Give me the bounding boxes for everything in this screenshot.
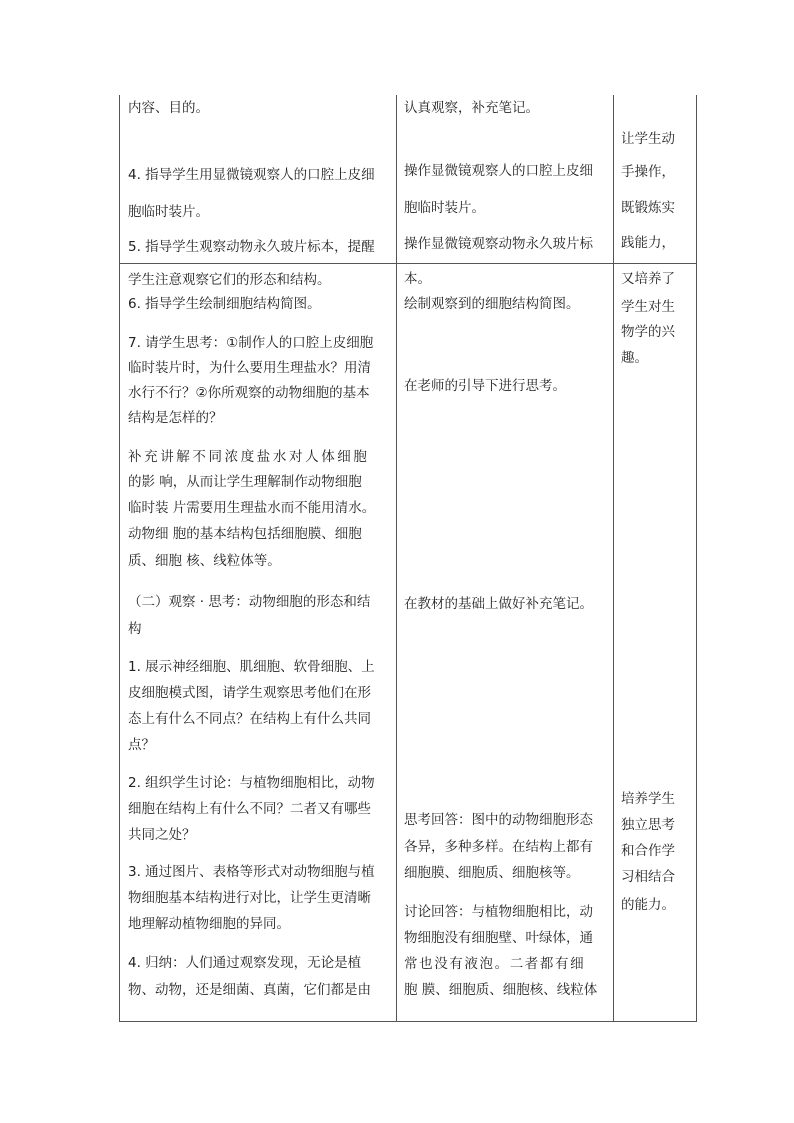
text-line: 临时装片时，为什么要用生理盐水？用清 bbox=[128, 360, 371, 376]
text-line: 培养学生 bbox=[621, 791, 675, 807]
text-line: 讨论回答：与植物细胞相比，动 bbox=[404, 904, 593, 920]
text-line: 补充讲解不同浓度盐水对人体细胞 bbox=[128, 449, 370, 465]
text-line: 在教材的基础上做好补充笔记。 bbox=[404, 596, 593, 612]
text-line: 各异，多种多样。在结构上都有 bbox=[404, 839, 593, 855]
column-divider-2 bbox=[613, 95, 614, 1022]
text-line: （二）观察 · 思考：动物细胞的形态和结 bbox=[128, 594, 371, 610]
text-line: 思考回答：图中的动物细胞形态 bbox=[404, 812, 593, 828]
text-line: 皮细胞模式图，请学生观察思考他们在形 bbox=[128, 685, 371, 701]
text-line: 趣。 bbox=[621, 350, 648, 366]
column-divider-1 bbox=[396, 95, 397, 1022]
text-line: 独立思考 bbox=[621, 817, 675, 833]
text-line: 的能力。 bbox=[621, 897, 675, 913]
text-line: 质、细胞 核、线粒体等。 bbox=[128, 553, 281, 569]
text-line: 3. 通过图片、表格等形式对动物细胞与植 bbox=[128, 864, 375, 880]
text-line: 学生注意观察它们的形态和结构。 bbox=[128, 272, 331, 288]
text-line: 践能力， bbox=[621, 235, 675, 251]
text-line: 胞临时装片。 bbox=[128, 204, 209, 220]
text-line: 物细胞没有细胞壁、叶绿体，通 bbox=[404, 930, 593, 946]
text-line: 胞 膜、细胞质、细胞核、线粒体 bbox=[404, 982, 598, 998]
text-line: 既锻炼实 bbox=[621, 200, 675, 216]
text-line: 物学的兴 bbox=[621, 324, 675, 340]
text-line: 学生对生 bbox=[621, 299, 675, 315]
text-line: 内容、目的。 bbox=[128, 100, 209, 116]
text-line: 细胞在结构上有什么不同？二者又有哪些 bbox=[128, 801, 371, 817]
text-line: 操作显微镜观察人的口腔上皮细 bbox=[404, 163, 593, 179]
text-line: 4. 归纳：人们通过观察发现，无论是植 bbox=[128, 955, 362, 971]
teacher-activity-column bbox=[128, 0, 390, 1020]
text-line: 水行不行？②你所观察的动物细胞的基本 bbox=[128, 385, 370, 401]
text-line: 物细胞基本结构进行对比，让学生更清晰 bbox=[128, 890, 371, 906]
student-activity-column bbox=[404, 0, 610, 1020]
text-line: 的影 响，从而让学生理解制作动物细胞 bbox=[128, 474, 362, 490]
text-line: 结构是怎样的？ bbox=[128, 410, 223, 426]
text-line: 6. 指导学生绘制细胞结构简图。 bbox=[128, 296, 321, 312]
text-line: 习相结合 bbox=[621, 869, 675, 885]
text-line: 1. 展示神经细胞、肌细胞、软骨细胞、上 bbox=[128, 659, 375, 675]
text-line: 本。 bbox=[404, 271, 431, 287]
text-line: 5. 指导学生观察动物永久玻片标本，提醒 bbox=[128, 239, 375, 255]
text-line: 胞临时装片。 bbox=[404, 200, 485, 216]
text-line: 构 bbox=[128, 621, 142, 637]
text-line: 共同之处？ bbox=[128, 827, 196, 843]
text-line: 认真观察，补充笔记。 bbox=[404, 100, 539, 116]
text-line: 2. 组织学生讨论：与植物细胞相比，动物 bbox=[128, 775, 375, 791]
text-line: 绘制观察到的细胞结构简图。 bbox=[404, 296, 580, 312]
text-line: 态上有什么不同点？在结构上有什么共同 bbox=[128, 711, 371, 727]
text-line: 常也没有液泡。二者都有细 bbox=[404, 956, 586, 972]
text-line: 和合作学 bbox=[621, 843, 675, 859]
text-line: 点？ bbox=[128, 737, 155, 753]
text-line: 物、动物，还是细菌、真菌，它们都是由 bbox=[128, 982, 371, 998]
text-line: 临时装 片需要用生理盐水而不能用清水。 bbox=[128, 500, 376, 516]
table-bottom-border bbox=[119, 1021, 697, 1022]
text-line: 动物细 胞的基本结构包括细胞膜、细胞 bbox=[128, 526, 362, 542]
text-line: 4. 指导学生用显微镜观察人的口腔上皮细 bbox=[128, 167, 375, 183]
table-right-border bbox=[696, 95, 697, 1022]
text-line: 地理解动植物细胞的异同。 bbox=[128, 916, 290, 932]
design-intent-column bbox=[621, 0, 693, 1020]
table-left-border bbox=[119, 95, 120, 1022]
text-line: 在老师的引导下进行思考。 bbox=[404, 378, 566, 394]
text-line: 7. 请学生思考：①制作人的口腔上皮细胞 bbox=[128, 335, 374, 351]
text-line: 操作显微镜观察动物永久玻片标 bbox=[404, 236, 593, 252]
text-line: 又培养了 bbox=[621, 271, 675, 287]
text-line: 细胞膜、细胞质、细胞核等。 bbox=[404, 865, 580, 881]
text-line: 手操作， bbox=[621, 164, 675, 180]
text-line: 让学生动 bbox=[621, 131, 675, 147]
